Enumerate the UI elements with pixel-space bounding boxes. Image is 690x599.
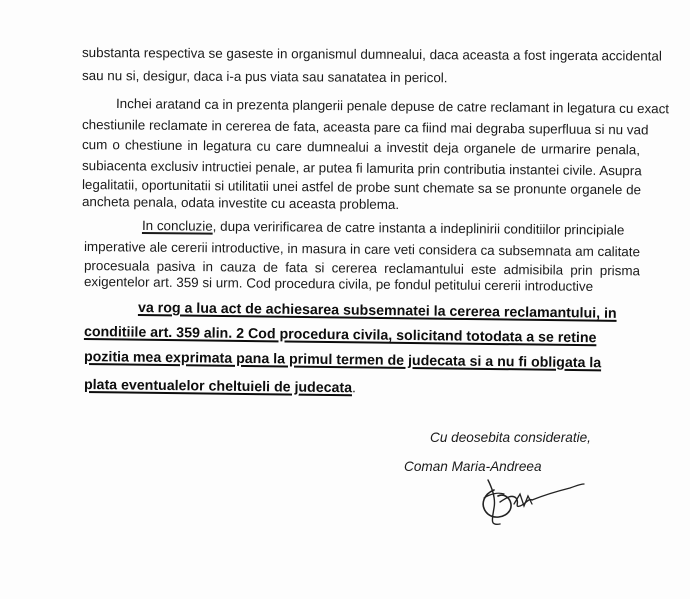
request-line-4 — [84, 376, 356, 396]
handwritten-signature — [470, 468, 590, 538]
paragraph-1-line-1: substanta respectiva se gaseste in organismul dumnealui, daca aceasta a fost ingerata accidental — [81, 45, 662, 64]
paragraph-2-line-6: ancheta penala, odata investite cu aceasta problema. — [81, 194, 400, 213]
paragraph-3-line-1-text: , dupa veririficarea de catre instanta a indeplinirii conditiilor principiale — [212, 218, 625, 238]
paragraph-2-line-3: cum o chestiune in legatura cu care dumnealui a investit deja organele de urmarire penala, — [81, 137, 641, 158]
signatory-name: Coman Maria-Andreea — [404, 459, 542, 474]
request-line-2: conditiile art. 359 alin. 2 Cod procedura civila, solicitand totodata a se retine — [83, 324, 597, 347]
paragraph-2-line-1: Inchei aratand ca in prezenta plangerii penale depuse de catre reclamant in legatura cu exact — [115, 96, 670, 117]
closing-salutation: Cu deosebita consideratie, — [430, 430, 591, 445]
paragraph-3-line-4: exigentelor art. 359 si urm. Cod procedura civila, pe fondul petitului cererii introductive — [83, 274, 594, 294]
request-line-4-text: plata eventualelor cheltuieli de judecata — [83, 377, 353, 397]
request-line-1: va rog a lua act de achiesarea subsemnatei la cererea reclamantului, in — [137, 300, 617, 322]
paragraph-3-line-1 — [142, 218, 642, 239]
request-line-3: pozitia mea exprimata pana la primul termen de judecata si a nu fi obligata la — [83, 349, 602, 372]
request-final-period: . — [351, 379, 357, 396]
paragraph-1-line-2: sau nu si, desigur, daca i-a pus viata sau sanatatea in pericol. — [81, 68, 448, 86]
conclusion-heading: In concluzie — [141, 218, 213, 234]
paragraph-3-line-2: imperative ale cererii introductive, in masura in care veti considera ca subsemnata am calitate — [83, 239, 641, 260]
paragraph-2-line-5: legalitatii, oportunitatii si utilitatii unei astfel de probe sunt chemate sa se pronunte organele de — [81, 177, 642, 198]
paragraph-3-line-3: procesuala pasiva in cauza de fata si cererea reclamantului este admisibila prin prisma — [83, 258, 641, 279]
paragraph-2-line-2: chestiunile reclamate in cererea de fata, aceasta pare ca fiind mai degraba superfluua si nu vad — [81, 117, 649, 138]
paragraph-2-line-4: subiacenta exclusiv intructiei penale, ar putea fi lamurita prin contributia instantei civile. Asupra — [81, 158, 642, 179]
